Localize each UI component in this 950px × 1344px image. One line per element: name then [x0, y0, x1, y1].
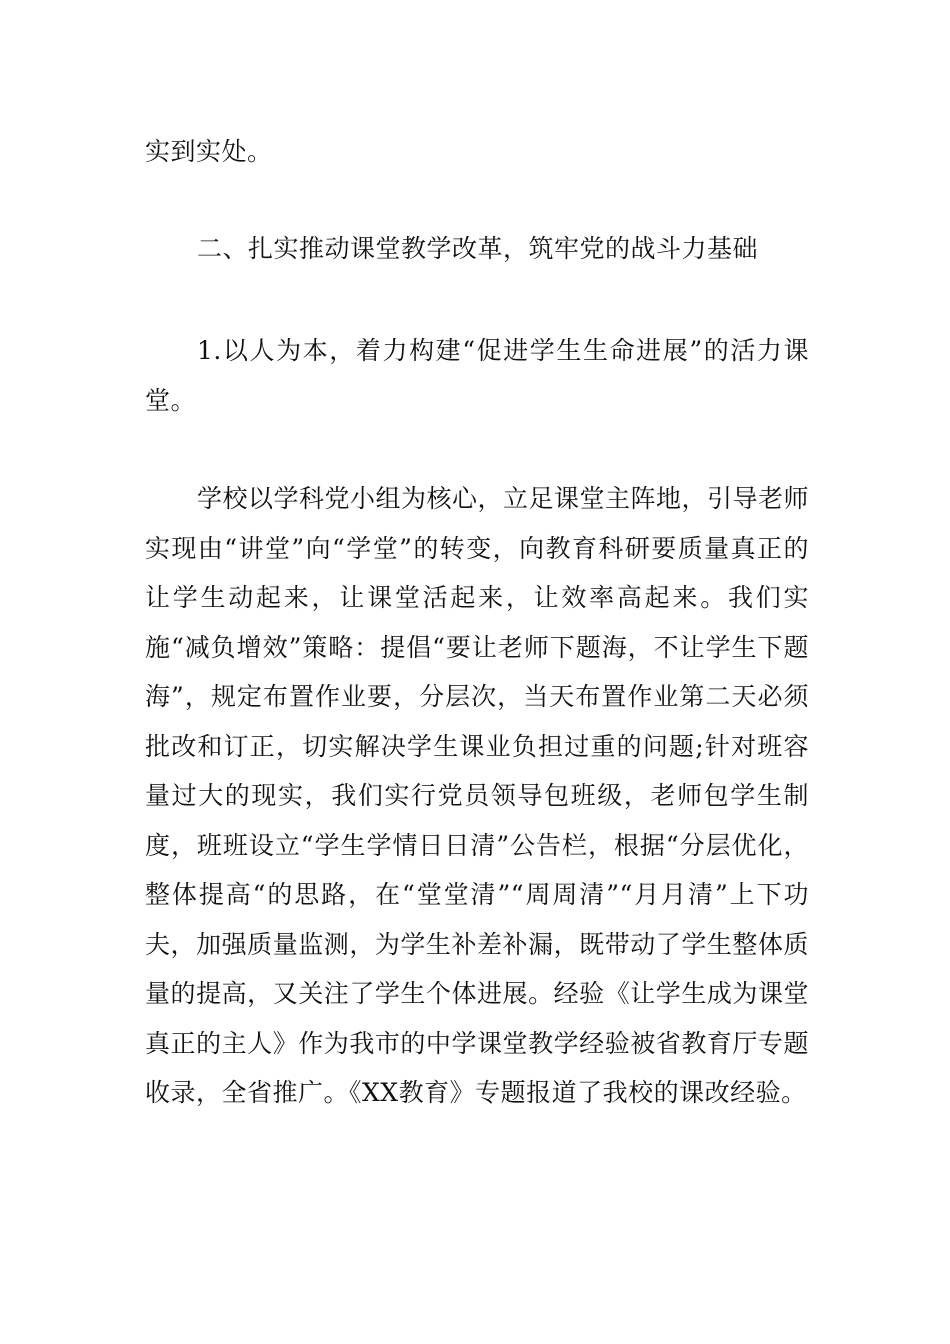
continued-paragraph: 实到实处。: [145, 137, 273, 166]
body-paragraph: 学校以学科党小组为核心，立足课堂主阵地，引导老师实现由“讲堂”向“学堂”的转变，向教育科研要质量真正的让学生动起来，让课堂活起来，让效率高起来。我们实施“减负增效”策略：提倡“要让老师下题海，不让学生下题海”，规定布置作业要，分层次，当天布置作业第二天必须批改和订正，切实解决学生课业负担过重的问题;针对班容量过大的现实，我们实行党员领导包班级，老师包学生制度，班班设立“学生学情日日清”公告栏，根据“分层优化，整体提高“的思路，在“堂堂清”“周周清”“月月清”上下功夫，加强质量监测，为学生补差补漏，既带动了学生整体质量的提高，又关注了学生个体进展。经验《让学生成为课堂真正的主人》作为我市的中学课堂教学经验被省教育厅专题收录，全省推广。《XX教育》专题报道了我校的课改经验。: [145, 484, 810, 1107]
subsection-heading: 1.以人为本，着力构建“促进学生生命进展”的活力课堂。: [145, 336, 809, 415]
section-heading: 二、扎实推动课堂教学改革，筑牢党的战斗力基础: [197, 234, 759, 263]
